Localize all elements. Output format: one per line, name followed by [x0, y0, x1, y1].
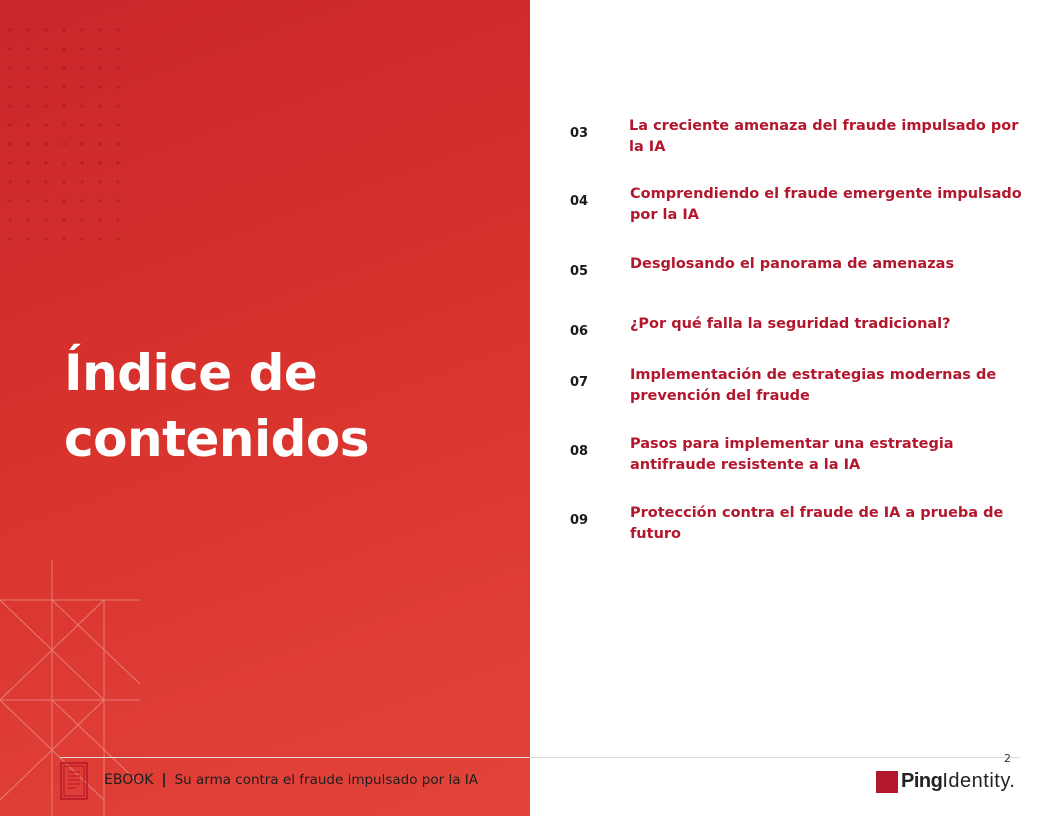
decor-dot	[44, 66, 47, 69]
decor-dot	[8, 47, 11, 50]
toc-link[interactable]: Pasos para implementar una estrategia antifraude resistente a la IA	[630, 436, 954, 473]
decor-dot	[62, 142, 65, 145]
decor-dot	[98, 161, 101, 164]
decor-dot	[8, 180, 11, 183]
decor-dot	[98, 66, 101, 69]
decor-dot	[98, 237, 101, 240]
decor-dot	[26, 104, 29, 107]
decor-dot	[62, 199, 65, 202]
decor-dot	[62, 104, 65, 107]
decor-dot	[116, 237, 119, 240]
decor-dot	[80, 180, 83, 183]
page-number: 2	[1004, 752, 1011, 765]
decor-dot	[80, 85, 83, 88]
decor-dot	[116, 199, 119, 202]
toc-link[interactable]: Implementación de estrategias modernas de prevención del fraude	[630, 367, 997, 404]
toc-page-number: 03	[570, 126, 589, 141]
toc-link[interactable]: ¿Por qué falla la seguridad tradicional?	[630, 316, 951, 332]
decor-dot	[8, 237, 11, 240]
logo-mark-icon	[876, 771, 898, 793]
decor-dot	[8, 66, 11, 69]
decor-dot	[8, 28, 11, 31]
page-title-line-1: Índice de	[64, 344, 318, 402]
decor-dot	[62, 123, 65, 126]
decor-dot	[62, 237, 65, 240]
footer-divider	[60, 757, 1020, 758]
decor-dot	[98, 180, 101, 183]
page-title-line-2: contenidos	[64, 410, 370, 468]
decor-dot	[80, 142, 83, 145]
decor-dot	[116, 218, 119, 221]
decor-dot	[26, 66, 29, 69]
decor-dot	[98, 199, 101, 202]
decor-dot	[8, 85, 11, 88]
footer-label: EBOOK	[104, 772, 154, 788]
decor-dot	[62, 218, 65, 221]
toc-link[interactable]: Comprendiendo el fraude emergente impulsado por la IA	[630, 186, 1022, 223]
decor-dot	[116, 66, 119, 69]
decor-dot	[80, 199, 83, 202]
toc-page-number: 08	[570, 444, 589, 459]
decor-dot	[98, 218, 101, 221]
decor-dot	[116, 85, 119, 88]
decor-dot	[98, 104, 101, 107]
decor-dot	[98, 142, 101, 145]
decor-dot	[80, 237, 83, 240]
decor-dot	[116, 28, 119, 31]
decor-dot	[8, 218, 11, 221]
decor-dot	[62, 66, 65, 69]
decor-dot	[44, 104, 47, 107]
logo-wordmark-ping: Ping	[901, 770, 943, 792]
decor-dot	[26, 161, 29, 164]
decor-dot	[26, 85, 29, 88]
decor-dot	[80, 47, 83, 50]
toc-page-number: 04	[570, 194, 589, 209]
decor-dot	[8, 123, 11, 126]
decor-dot	[62, 47, 65, 50]
decor-dot	[44, 28, 47, 31]
toc-page-number: 07	[570, 375, 589, 390]
decor-dot	[80, 104, 83, 107]
decor-dot	[62, 161, 65, 164]
decor-dot	[98, 85, 101, 88]
decor-dot	[8, 142, 11, 145]
decor-dot	[44, 85, 47, 88]
footer-caption	[104, 772, 478, 788]
decor-dot	[116, 104, 119, 107]
decor-dot	[44, 161, 47, 164]
decor-dot	[116, 47, 119, 50]
decor-dot	[44, 142, 47, 145]
decor-dot	[8, 161, 11, 164]
decor-dot	[98, 123, 101, 126]
decor-dot	[44, 180, 47, 183]
decor-dot	[44, 237, 47, 240]
decor-dot	[26, 199, 29, 202]
decor-dot	[26, 28, 29, 31]
decor-dot	[44, 123, 47, 126]
decor-dot	[44, 218, 47, 221]
decor-dot	[80, 28, 83, 31]
decor-dot	[26, 142, 29, 145]
decor-dot	[26, 218, 29, 221]
decor-dot	[116, 180, 119, 183]
decor-dot	[26, 180, 29, 183]
decor-dot	[98, 47, 101, 50]
toc-page-number: 05	[570, 264, 589, 279]
dot-pattern	[0, 20, 140, 260]
decor-dot	[80, 66, 83, 69]
decor-dot	[116, 161, 119, 164]
toc-link[interactable]: Protección contra el fraude de IA a prueba de futuro	[630, 505, 1004, 542]
decor-dot	[44, 199, 47, 202]
decor-dot	[116, 142, 119, 145]
decor-dot	[80, 218, 83, 221]
decor-dot	[62, 28, 65, 31]
decor-dot	[80, 123, 83, 126]
decor-dot	[62, 180, 65, 183]
toc-page-number: 09	[570, 513, 589, 528]
decor-dot	[98, 28, 101, 31]
toc-page-number: 06	[570, 324, 589, 339]
decor-dot	[62, 85, 65, 88]
decor-dot	[8, 199, 11, 202]
ebook-document-icon	[60, 762, 88, 800]
page-title	[64, 340, 369, 472]
toc-link[interactable]: La creciente amenaza del fraude impulsado por la IA	[629, 118, 1019, 155]
decor-dot	[26, 47, 29, 50]
ping-identity-logo	[876, 770, 1015, 793]
decor-dot	[80, 161, 83, 164]
decor-dot	[44, 47, 47, 50]
decor-dot	[8, 104, 11, 107]
decor-dot	[26, 237, 29, 240]
logo-wordmark-identity: Identity.	[942, 770, 1016, 792]
decor-dot	[116, 123, 119, 126]
footer-separator: |	[161, 772, 167, 788]
footer-subtitle: Su arma contra el fraude impulsado por la IA	[174, 772, 478, 788]
toc-link[interactable]: Desglosando el panorama de amenazas	[630, 256, 955, 272]
decor-dot	[26, 123, 29, 126]
